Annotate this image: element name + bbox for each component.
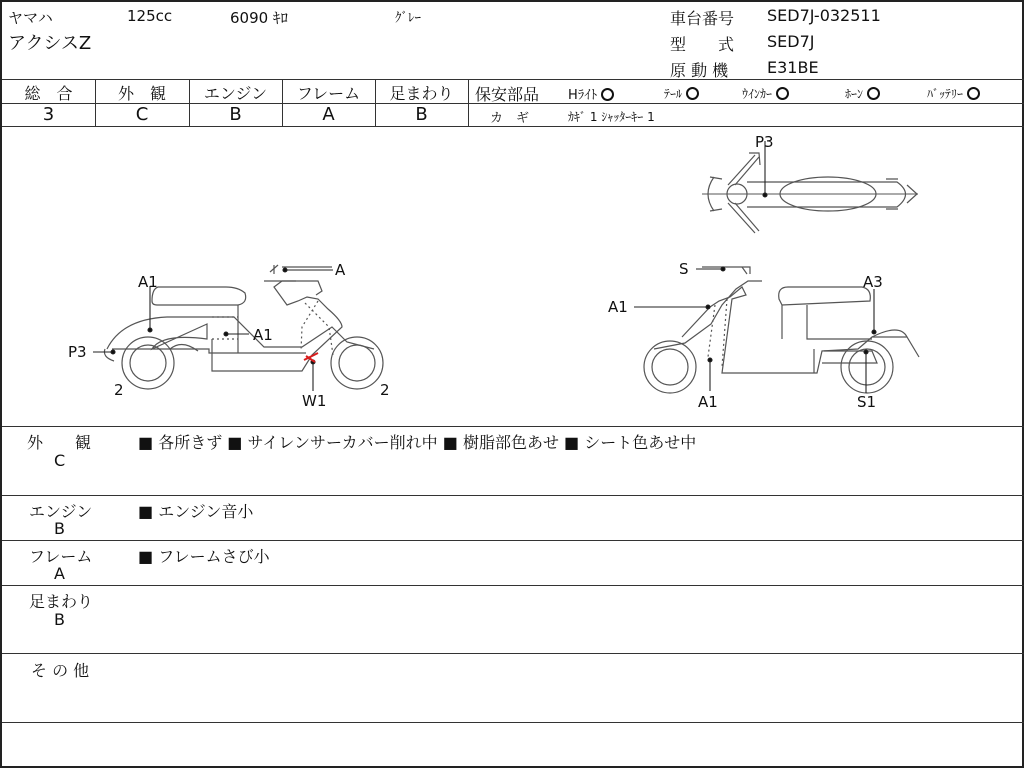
comment-grade-frame: A [54, 564, 65, 583]
safety-item-label: ﾎｰﾝ [845, 87, 864, 101]
damage-label: A1 [253, 326, 273, 344]
type-label: 型 式 [670, 35, 735, 54]
safety-label: 保安部品 [475, 85, 540, 104]
grade-label-suspension: 足まわり [389, 84, 454, 103]
safety-item-label: ﾃｰﾙ [664, 87, 683, 101]
grade-label-exterior: 外 観 [117, 84, 166, 103]
damage-label: A1 [138, 273, 158, 291]
comment-label-frame: フレーム [29, 547, 93, 566]
divider [2, 540, 1024, 541]
damage-label: 2 [380, 381, 390, 399]
divider [2, 722, 1024, 723]
divider [2, 653, 1024, 654]
damage-label: A [335, 261, 346, 279]
engine-value: E31BE [767, 58, 819, 77]
divider [2, 79, 1024, 80]
ok-mark-icon [601, 88, 614, 101]
frame-no: SED7J-032511 [767, 6, 881, 25]
displacement: 125cc [127, 7, 173, 25]
type-value: SED7J [767, 32, 815, 51]
color: ｸﾞﾚｰ [395, 11, 421, 26]
damage-label: 2 [114, 381, 124, 399]
damage-label: W1 [302, 392, 327, 410]
comment-label-exterior: 外 観 [27, 433, 92, 452]
damage-label: P3 [755, 133, 774, 151]
damage-label: A3 [863, 273, 883, 291]
damage-label: A1 [698, 393, 718, 411]
comment-grade-exterior: C [54, 451, 66, 470]
ok-mark-icon [867, 87, 880, 100]
grade-value-frame: A [322, 104, 335, 125]
safety-item-label: ﾊﾞｯﾃﾘｰ [927, 87, 964, 101]
keys-label: カ ギ [490, 111, 530, 126]
ok-mark-icon [686, 87, 699, 100]
damage-label: A1 [608, 298, 628, 316]
frame-no-label: 車台番号 [670, 9, 735, 28]
comment-label-other: そ の 他 [31, 661, 90, 680]
safety-headlight [568, 84, 614, 103]
safety-item-label: ｳｲﾝｶｰ [742, 87, 773, 101]
damage-label: S [679, 260, 689, 278]
model-name: アクシスZ [8, 33, 92, 54]
damage-label: S1 [857, 393, 877, 411]
divider [468, 79, 469, 126]
grade-value-exterior: C [135, 104, 149, 125]
safety-item-label: Hﾗｲﾄ [568, 88, 598, 103]
grade-label-engine: エンジン [203, 84, 268, 103]
grade-label-overall: 総 合 [24, 84, 73, 103]
keys-value: ｶｷﾞ 1 ｼｬｯﾀｰｷｰ 1 [568, 110, 655, 124]
safety-battery [927, 85, 980, 102]
comment-grade-suspension: B [54, 610, 65, 629]
comment-text-exterior: ■ 各所きず ■ サイレンサーカバー削れ中 ■ 樹脂部色あせ ■ シート色あせ中 [138, 433, 697, 452]
comment-grade-engine: B [54, 519, 65, 538]
safety-taillight [664, 85, 699, 102]
damage-label: P3 [68, 343, 87, 361]
mileage: 6090 ｷﾛ [230, 9, 288, 27]
grade-value-suspension: B [415, 104, 428, 125]
divider [2, 426, 1024, 427]
comment-label-suspension: 足まわり [29, 592, 94, 611]
grade-value-engine: B [229, 104, 242, 125]
engine-label: 原 動 機 [670, 61, 729, 80]
grade-value-overall: 3 [42, 104, 55, 125]
safety-horn [845, 85, 880, 102]
safety-winker [742, 85, 789, 102]
comment-text-frame: ■ フレームさび小 [138, 547, 270, 566]
divider [2, 585, 1024, 586]
comment-text-engine: ■ エンジン音小 [138, 502, 254, 521]
ok-mark-icon [967, 87, 980, 100]
maker: ヤマハ [8, 9, 53, 27]
scooter-top-view [702, 153, 918, 233]
comment-label-engine: エンジン [29, 502, 93, 521]
ok-mark-icon [776, 87, 789, 100]
grade-label-frame: フレーム [296, 84, 361, 103]
divider [2, 495, 1024, 496]
